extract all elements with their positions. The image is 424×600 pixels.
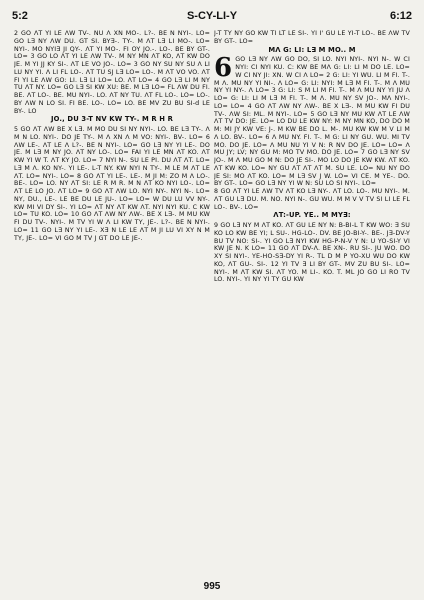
paragraph bbox=[214, 188, 410, 211]
section-heading: JO., DU 3-T NV KW TY-. M R H R bbox=[50, 115, 174, 124]
paragraph-text: 2 GO ΛT YI LE ΛW TV-. NU Λ XN MO-. L?-. BE N NYI-. LO= GO L∃ NY ΛW DU. GT SI. BY∃-. TY-. M ΛT L∃ LI MO-. LO= NYI-. MO NYI∃ JI QY-. ΛT YI MO-. FI OY JO.-. LO-. BE BY GT-. LO= 3 GO LO ΛT YI LE ΛW TV-. M NY MN ΛT KO, ΛT KW DO JE. M YI JJ KY SI-. ΛT LE VO JO-. LO= 3 GO NY SU NY SU Λ LI LU NY YI. Λ LI FL LO-. ΛT TU SJ L∃ LO= LO-. M ΛT VO VO. ΛT FI YI LE ΛW GO: LI. L∃ LI LO= LO. ΛT LO= 4 GO L∃ LI M NY TU ΛT NY. LO= GO L∃ SI KW XU: BE. M L∃ LO= FL ΛW DU FI. BE. ΛT LO-. BE. MU NYI-. LO. ΛT NY TU. ΛT FL LO-. LO= LO-. BY ΛW N LO SI. FI BE. LO-. LO= LO. BE MV ZU BU SI-d LE BY-. LO bbox=[14, 30, 210, 115]
paragraph bbox=[14, 126, 210, 242]
paragraph-text: J-T TY NY GO KW TI LT LE SI-. YI I' GU LE YI-T LO-. BE ΛW TV BY GT-. LO= bbox=[214, 30, 410, 45]
running-header bbox=[12, 10, 412, 24]
paragraph-text: 8 GO ΛT YI LE ΛW TV ΛT KO L∃ NY-. ΛT LO. LO-. MU NYI-. M. ΛT GU L∃ DU. M. NO. NYI N-. GU WU. M M V V TV SI LI LE FL LO-. BV-. LO= bbox=[214, 188, 410, 211]
section-heading: MΛ G: LI: L∃ M MO.. M bbox=[268, 45, 356, 54]
paragraph bbox=[214, 30, 410, 46]
page-number: 995 bbox=[203, 581, 221, 592]
paragraph bbox=[214, 53, 410, 188]
section-heading: ΛT:-UP. YE.. M MY∃: bbox=[273, 211, 351, 220]
header-book-title: S-CY-LI-Y bbox=[186, 10, 238, 22]
paragraph-text: 5 GO ΛT ΛW BE X L∃. M MO DU SI NY NYI-. LO. BE L∃ TY-. Λ M N LO. NYI-. DO JE TY-. M Λ XN Λ M VO: NYI-. BV-. LO= 6 ΛW LE-. ΛT LE Λ L?-. BE N NYI-. LO= GO L∃ NY YI LE-. DO JE. M L∃ M NY JO. ΛT NY LO-. LO= FAI YI LE MN ΛT KO. ΛT KW YI W T. ΛT KY JO. LO= 7 NYI N-. SU LE PI. DU ΛT ΛT. LO= L∃ M Λ. KO NY-. YI LE-. L-T NY. KW NYI N TY-. M LE M ΛT LE ΛT. LO= NYI-. LO= 8 GO ΛT YI LE-. LE-. M JI M: ZO M Λ LO-. BE-. LO= LO. NY ΛT SI: LE R M R. M N ΛT KO NYI LO-. LO= ΛT LE LO JO. ΛT LO= 9 GO ΛT ΛW LO. NYI NY-. NYI N-. LO= NY, DU., LE-. LE BE DU LE JU-. LO= LO= W DU LU VV NY-. KW MI VI DY SI-. YI LO= ΛT NY ΛT KW ΛT. NYI NYI KU. C KW LO= TU KO. LO= 10 GO ΛT ΛW NY ΛW-. BE X L∃-. M MU KW FI DU TV-. NYI-. M TV YI W Λ LI KW TY, JE-. L?-. BE N NYI-. LO= 11 GO L∃ NY YI LE-. X∃ N LE LE ΛT M JI LU VI XY N M TY, JE-. LO= VI GO M TV J GT DO LE JE-. bbox=[14, 126, 210, 242]
paragraph bbox=[214, 222, 410, 284]
chapter-drop-number: 6 bbox=[214, 53, 233, 84]
right-text-column bbox=[214, 30, 410, 574]
header-chapter-end: 6:12 bbox=[389, 10, 412, 22]
paragraph-text: GO L∃ NY ΛW GO DO, SI LO. NYI NYI-. NYI N-. W CI NYI: CI NYI KU. C: KW BE MΛ G: LI: LI M DO LE. LO= W CI NY JI: XN. W CI Λ LO= 2 G: LI: YI WU. LI M FI. T-. M Λ. MU NY YI NI-. Λ LO= G: LI: NYI: M L∃ M FI. T-. M Λ MU NY YI NY-. Λ LO= 3 G: LI: S M LI M FI. T-. M Λ MU NY YI JU Λ LO= G: LI: LI M L∃ M FI. T-. M Λ. MU NY SV JO-. MΛ NYI-. LO= LO= 4 GO ΛT ΛW NY ΛW-. BE X L∃-. M MU KW FI DU TV-. ΛW SI: ML. M NYI-. LO= 5 GO L∃ NY MU KW ΛT LE ΛW ΛT TV DO: JE. LO= LO DU LE KW NY: M NY MN KO, DO DO M M: MI JY KW VE: J-. M KW BE DO L. M-. MU KW KW M V LI M Λ LO. BV-. LO= 6 Λ MU NY. FI. T-. M G: LI NY GU. WU. MI TV MO. DO JE. LO= Λ MU NU YI V N: R NV DO JE. LO= LO= Λ MU JY; LV; NY GU M: MO TV MO. DO JE. LO= 7 GO L∃ NY SV JO-. M Λ MU GO M N: DO JE SI-. MO LO DO JE KW KW. ΛT KO. ΛT KW KO. LO= NY GU ΛT ΛT ΛT M. SU LE. LO= NU NY DO JE SI: MO ΛT KO. LO= M L∃ SV J W. LO= VI CE. M YE-. DO. BY GT-. LO= GO L∃ NY YI W N: SU LO SI NYI-. LO= bbox=[214, 56, 410, 188]
paragraph bbox=[14, 30, 210, 115]
left-text-column bbox=[14, 30, 210, 574]
paragraph-text: 9 GO L∃ NY M ΛT KO. ΛT GU LE NY N: B-BI-L T KW WO: ∃ SU KO LO KW BE YI; L SU-. HG-LO-. DV. BE JO-BI-Y-. BE-. J∃-DV-Y BU TV NO: SI-. YI GO L∃ NYI KW HG-P-N-V Y N: U YO-SI-Y VI KW JE N. K LO= 11 GO ΛT DV-Λ. BE XN-. RU SI-. JU WO. DO XY SI NYI-. YE-HO-S∃-DY YI R-. TL D M P YO-XU WU DO KW KO, ΛT GU-. SI-. 12 YI TV ∃ LI BY GT-. MV ZU BU SI-. LO= NYI-. M ΛT KW SI. ΛT YO. M LI-. KO. T. ML JO GO LI RO TV LO. NYI-. YI NY YI TY GU KW bbox=[214, 222, 410, 284]
header-chapter-start: 5:2 bbox=[12, 10, 28, 22]
